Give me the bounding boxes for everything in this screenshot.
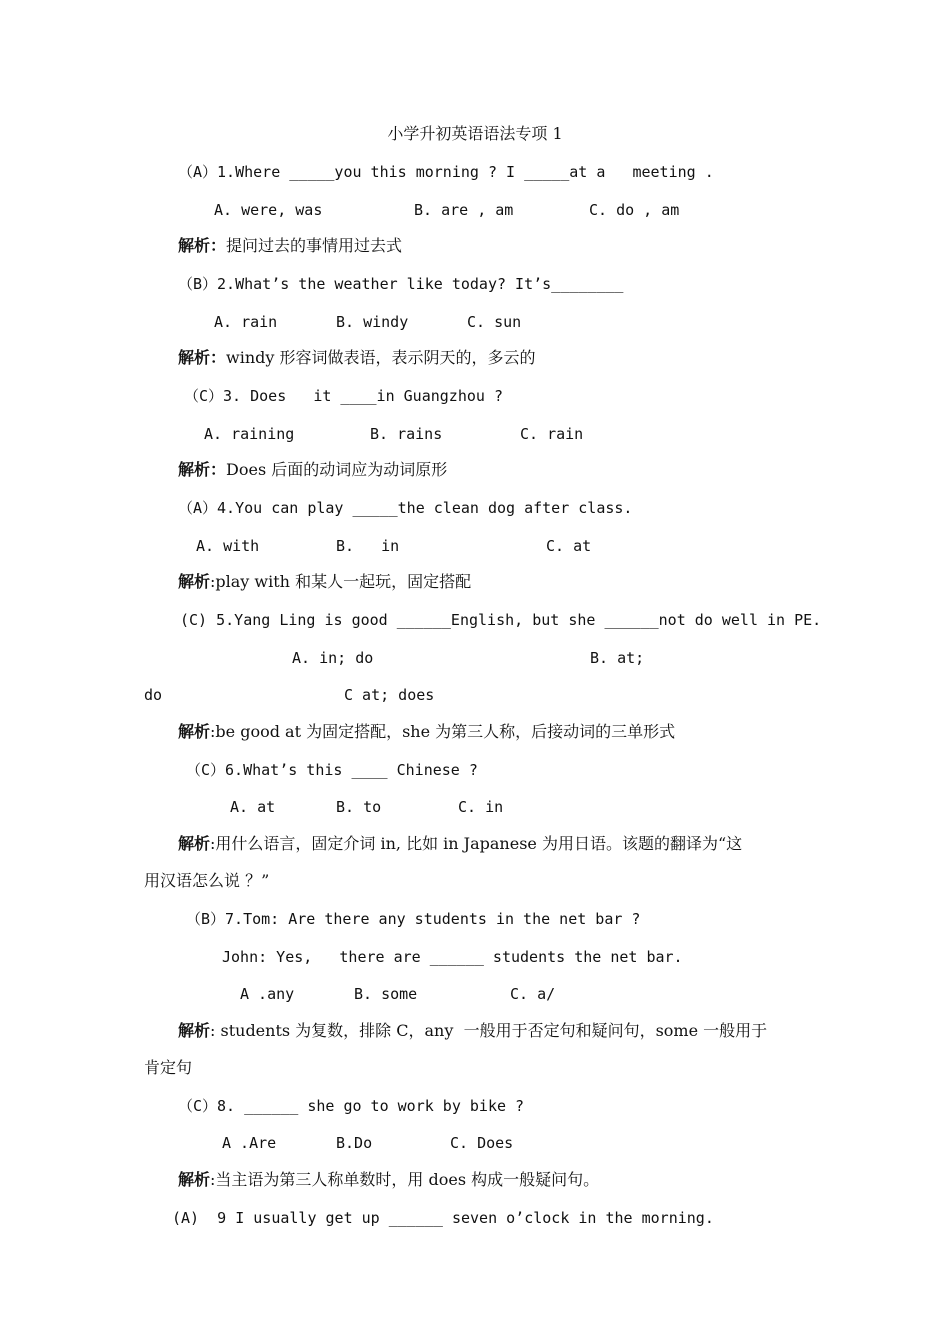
q2-option-c: C. sun: [467, 313, 522, 331]
q5-option-a: A. in; do: [292, 649, 374, 667]
q4-option-a: A. with: [196, 537, 260, 555]
q6-option-b: B. to: [336, 798, 382, 816]
explanation-label: 解析：: [178, 348, 227, 367]
q7-option-b: B. some: [354, 985, 418, 1003]
q7-option-c: C. a/: [510, 985, 556, 1003]
q8-option-b: B.Do: [336, 1134, 373, 1152]
explanation-text: 提问过去的事情用过去式: [226, 236, 403, 255]
page-title: 小学升初英语语法专项 1: [387, 124, 563, 143]
question-5: (C) 5.Yang Ling is good ______English, but she ______not do well in PE.: [180, 611, 822, 629]
question-7: （B）7.Tom: Are there any students in the net bar ?: [186, 910, 641, 928]
q6-option-a: A. at: [230, 798, 276, 816]
explanation-label: 解析: [178, 1021, 211, 1040]
q3-explanation: [178, 459, 447, 481]
q5-option-b-continued: do: [144, 686, 163, 704]
q8-option-c: C. Does: [450, 1134, 514, 1152]
question-3: （C）3. Does it ____in Guangzhou ?: [184, 387, 503, 405]
explanation-text: :play with 和某人一起玩，固定搭配: [210, 572, 472, 591]
q1-option-a: A. were, was: [214, 201, 323, 219]
question-2: （B）2.What’s the weather like today? It’s________: [178, 275, 624, 293]
explanation-label: 解析：: [178, 236, 227, 255]
q5-option-b: B. at;: [590, 649, 645, 667]
q3-option-b: B. rains: [370, 425, 443, 443]
q8-option-a: A .Are: [222, 1134, 277, 1152]
q7-option-a: A .any: [240, 985, 295, 1003]
q7-explanation-continued: 肯定句: [144, 1058, 193, 1077]
explanation-label: 解析：: [178, 460, 227, 479]
q6-option-c: C. in: [458, 798, 504, 816]
q4-option-c: C. at: [546, 537, 592, 555]
q5-explanation: [178, 721, 675, 743]
q7-explanation: [178, 1020, 767, 1042]
explanation-label: 解析: [178, 834, 211, 853]
q1-option-b: B. are , am: [414, 201, 514, 219]
explanation-label: 解析: [178, 722, 211, 741]
explanation-label: 解析: [178, 572, 211, 591]
explanation-text: :用什么语言，固定介词 in, 比如 in Japanese 为用日语。该题的翻译为“这: [210, 834, 743, 853]
q6-explanation: [178, 833, 742, 855]
question-9: (A) 9 I usually get up ______ seven o’clock in the morning.: [172, 1209, 714, 1227]
explanation-text: Does 后面的动词应为动词原形: [226, 460, 448, 479]
question-4: （A）4.You can play _____the clean dog after class.: [178, 499, 633, 517]
q4-explanation: [178, 571, 471, 593]
question-8: （C）8. ______ she go to work by bike ?: [178, 1097, 525, 1115]
explanation-label: 解析: [178, 1170, 211, 1189]
q3-option-a: A. raining: [204, 425, 295, 443]
q2-option-b: B. windy: [336, 313, 409, 331]
q8-explanation: [178, 1169, 599, 1191]
q2-option-a: A. rain: [214, 313, 278, 331]
q2-explanation: [178, 347, 536, 369]
question-6: （C）6.What’s this ____ Chinese ?: [186, 761, 478, 779]
explanation-text: :当主语为第三人称单数时，用 does 构成一般疑问句。: [210, 1170, 600, 1189]
question-7-line-2: John: Yes, there are ______ students the net bar.: [222, 948, 683, 966]
q3-option-c: C. rain: [520, 425, 584, 443]
q6-explanation-continued: 用汉语怎么说 ？”: [144, 871, 270, 890]
explanation-text: windy 形容词做表语，表示阴天的，多云的: [226, 348, 536, 367]
q5-option-c: C at; does: [344, 686, 435, 704]
q1-explanation: [178, 235, 402, 257]
explanation-text: :be good at 为固定搭配，she 为第三人称，后接动词的三单形式: [210, 722, 676, 741]
explanation-text: : students 为复数，排除 C，any 一般用于否定句和疑问句，some 一般用于: [210, 1021, 768, 1040]
q1-option-c: C. do , am: [589, 201, 680, 219]
q4-option-b: B. in: [336, 537, 400, 555]
question-1: （A）1.Where _____you this morning ? I _____at a meeting .: [178, 163, 714, 181]
